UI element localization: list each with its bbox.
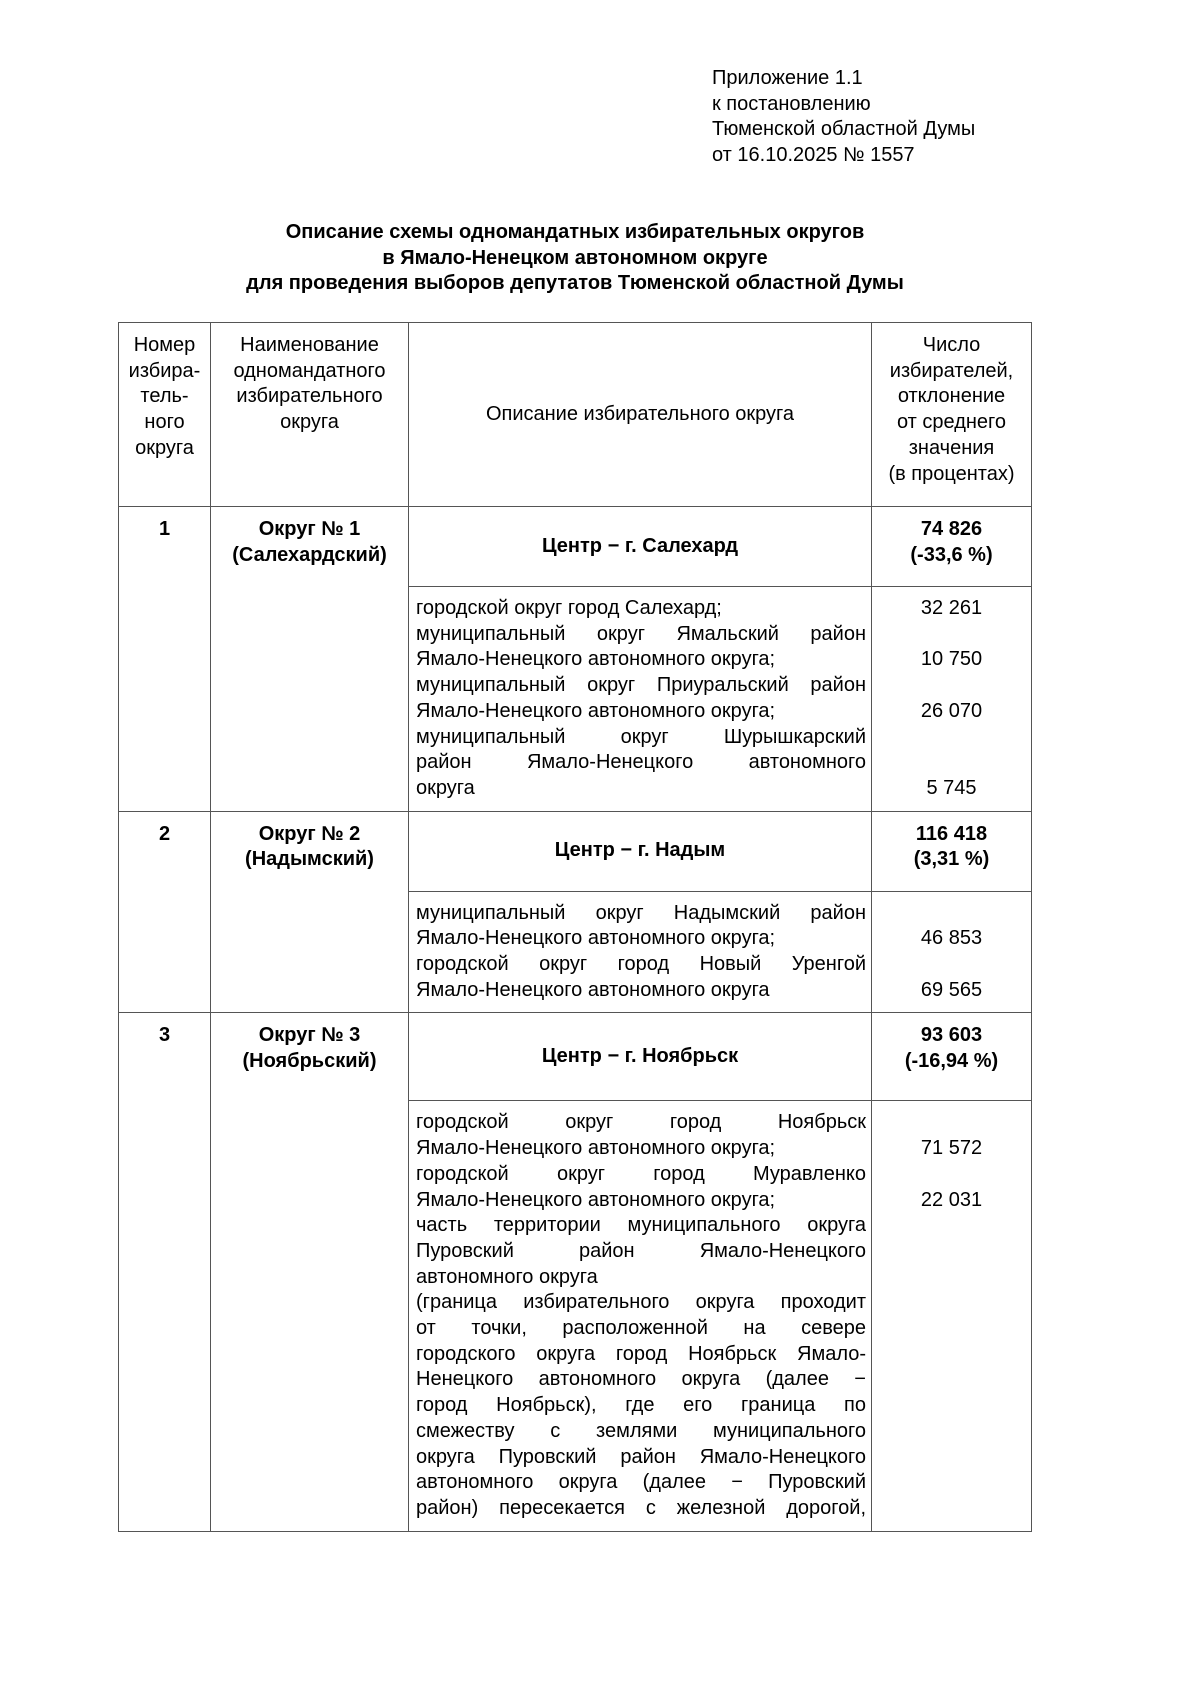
appendix-line: Тюменской областной Думы — [712, 118, 976, 140]
district-name: Округ № 3 (Ноябрьский) — [211, 1013, 409, 1531]
district-total: 93 603 (-16,94 %) — [872, 1013, 1032, 1101]
appendix-line: от 16.10.2025 № 1557 — [712, 143, 915, 166]
table-header-row — [119, 323, 1032, 507]
appendix-line: к постановлению — [712, 92, 871, 115]
district-total: 74 826 (-33,6 %) — [872, 507, 1032, 587]
district-description: городской округ город Салехард; муниципальный округ Ямальский район Ямало-Ненецкого автономного округа; муниципальный округ Приуральский район Ямало-Ненецкого автономного округа; муниципальный округ Шурышкарский район Ямало-Ненецкого автономного округа — [409, 587, 872, 812]
title-line: в Ямало-Ненецком автономном округе — [382, 246, 768, 269]
district-description: городской округ город Ноябрьск Ямало-Ненецкого автономного округа; городской округ город Муравленко Ямало-Ненецкого автономного округа; часть территории муниципального округа Пуровский район Ямало-Ненецкого автономного округа (граница избирательного округа проходит от точки, расположенной на севере городского округа город Ноябрьск Ямало- Ненецкого автономного округа (далее − город Ноябрьск), где его граница по смежеству с землями муниципального округа Пуровский район Ямало-Ненецкого автономного округа (далее − Пуровский район) пересекается с железной дорогой, — [409, 1101, 872, 1531]
district-center: Центр − г. Надым — [409, 811, 872, 891]
title-line: для проведения выборов депутатов Тюменской областной Думы — [246, 272, 904, 294]
district-number: 3 — [119, 1013, 211, 1531]
header-name: Наименование одномандатного избирательного округа — [211, 323, 409, 507]
district-name: Округ № 2 (Надымский) — [211, 811, 409, 1013]
table-row — [119, 507, 1032, 587]
appendix-line: Приложение 1.1 — [712, 67, 863, 89]
district-center: Центр − г. Салехард — [409, 507, 872, 587]
district-voter-counts: 71 572 22 031 — [872, 1101, 1032, 1531]
appendix-reference — [712, 66, 975, 168]
districts-table — [118, 322, 1032, 1532]
header-voters: Число избирателей, отклонение от среднего значения (в процентах) — [872, 323, 1032, 507]
table-row — [119, 811, 1032, 891]
district-number: 2 — [119, 811, 211, 1013]
district-voter-counts: 46 853 69 565 — [872, 891, 1032, 1013]
district-total: 116 418 (3,31 %) — [872, 811, 1032, 891]
title-line: Описание схемы одномандатных избирательных округов — [285, 221, 865, 243]
district-name: Округ № 1 (Салехардский) — [211, 507, 409, 812]
document-title — [0, 220, 1150, 297]
table-row — [119, 1013, 1032, 1101]
district-voter-counts: 32 261 10 750 26 070 5 745 — [872, 587, 1032, 812]
header-number: Номер избира- тель- ного округа — [119, 323, 211, 507]
district-number: 1 — [119, 507, 211, 812]
district-center: Центр − г. Ноябрьск — [409, 1013, 872, 1101]
district-description: муниципальный округ Надымский район Ямало-Ненецкого автономного округа; городской округ город Новый Уренгой Ямало-Ненецкого автономного округа — [409, 891, 872, 1013]
header-description: Описание избирательного округа — [409, 323, 872, 507]
